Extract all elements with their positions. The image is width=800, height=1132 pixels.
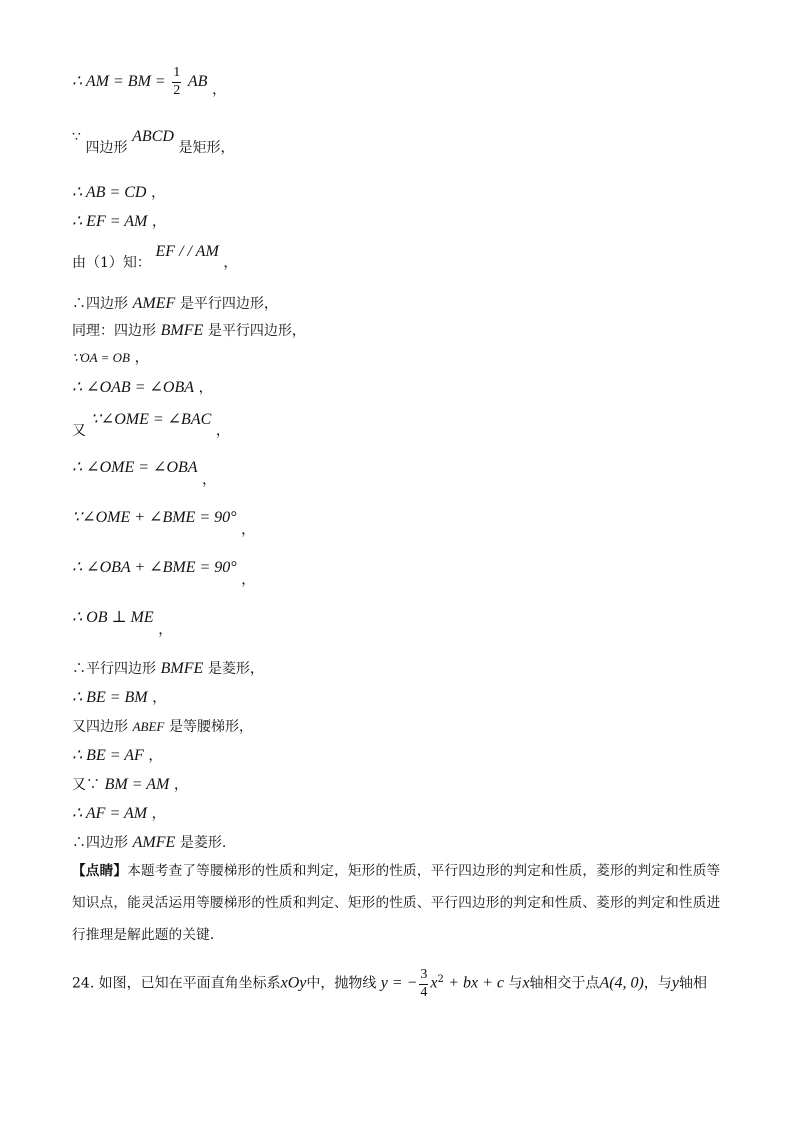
math-expr: BMFE [160,322,204,339]
fraction-numerator: 3 [419,968,428,985]
text: ∴四边形 [72,296,128,312]
math-expr: ABCD [132,128,174,145]
text: 是等腰梯形， [168,719,253,735]
text: 中，抛物线 [306,975,377,992]
proof-line-11 [72,459,217,488]
punctuation: ， [212,82,227,99]
math-expr: + bx + c [448,974,504,992]
math-expr: y [671,974,679,992]
punctuation: ， [158,622,173,638]
math-expr: AMEF [132,295,176,312]
text: 是平行四边形， [179,296,278,312]
math-expr: x [522,974,530,992]
punctuation: ， [241,522,256,538]
proof-line-10 [72,411,230,439]
math-expr: BM = AM [104,776,170,793]
proof-line-9 [72,380,213,396]
math-expr: ∴ BE = AF [72,747,144,764]
punctuation: ， [152,690,167,706]
math-expr: ∴ OB ⊥ ME [72,609,154,626]
text: 同理：四边形 [72,323,156,339]
proof-line-14 [72,609,173,638]
math-expr: ∴ ∠OBA + ∠BME = 90° [72,559,237,576]
exponent: 2 [437,974,444,986]
proof-line-21 [72,835,226,851]
since-symbol: ∵ [72,129,81,145]
proof-line-1 [72,66,226,98]
fraction-denominator: 2 [173,82,181,98]
proof-line-12 [72,509,256,538]
text: ，与 [643,975,672,992]
math-expr: ABEF [132,719,165,734]
text: 如图，已知在平面直角坐标系 [98,975,281,992]
proof-line-7 [72,323,306,339]
math-expr: A(4, 0) [599,974,644,992]
math-expr: ∵OA = OB [72,350,130,365]
fraction-denominator: 4 [420,984,428,1000]
problem-24-line [72,968,707,1000]
math-expr: x [430,974,438,992]
math-expr: ∵∠OME + ∠BME = 90° [72,509,237,526]
punctuation: ， [198,380,213,396]
proof-line-3 [72,185,165,201]
math-expr: AB [187,73,208,91]
punctuation: ， [151,185,166,201]
proof-line-4 [72,214,166,230]
text: ∴四边形 [72,835,128,851]
proof-line-8 [72,351,149,366]
punctuation: ， [134,350,149,366]
text: 又∵ [72,777,100,793]
text: 是平行四边形， [207,323,306,339]
math-expr: EF / / AM [155,243,219,260]
math-expr: y = − [380,974,418,992]
proof-line-17 [72,720,253,735]
proof-line-5 [72,243,238,271]
punctuation: ， [241,572,256,588]
comment-text: 本题考查了等腰梯形的性质和判定，矩形的性质，平行四边形的判定和性质，菱形的判定和性质等知识点，能灵活运用等腰梯形的性质和判定、矩形的性质、平行四边形的判定和性质、菱形的判定和性质进行推理是解此题的关键. [72,863,721,943]
math-expr: ∴ ∠OAB = ∠OBA [72,379,194,396]
punctuation: ， [148,748,163,764]
math-expr: ∴ AM = BM = [72,73,166,91]
punctuation: ， [151,214,166,230]
math-expr: xOy [280,974,307,992]
proof-line-13 [72,559,256,588]
punctuation: ， [215,423,230,439]
punctuation: ， [223,255,238,271]
text: 又四边形 [72,719,128,735]
fraction [172,66,181,98]
math-expr: ∴ AB = CD [72,184,147,201]
text: 与 [508,975,523,992]
problem-number: 24. [72,975,95,992]
punctuation: ， [173,777,188,793]
text: 由（1）知： [72,255,151,271]
text: 轴相 [678,975,707,992]
text: 又 [72,423,86,439]
fraction [419,968,428,1000]
math-expr: BMFE [160,660,204,677]
comment-paragraph [72,855,732,951]
fraction-numerator: 1 [172,66,181,83]
proof-line-6 [72,296,278,312]
proof-line-16 [72,690,166,706]
proof-line-15 [72,661,264,677]
punctuation: ， [151,806,166,822]
text: 是菱形. [179,835,227,851]
proof-line-2 [72,128,235,156]
text: 四边形 [85,140,128,156]
proof-line-18 [72,748,162,764]
punctuation: ， [202,472,217,488]
proof-line-19 [72,777,188,793]
math-expr: AMFE [132,834,176,851]
math-expr: ∴ BE = BM [72,689,148,706]
math-expr: ∴ ∠OME = ∠OBA [72,459,198,476]
comment-label: 【点睛】 [72,863,128,879]
math-expr: ∴ AF = AM [72,805,148,822]
text: 轴相交于点 [529,975,600,992]
proof-line-20 [72,806,166,822]
text: ∴平行四边形 [72,661,156,677]
text: 是矩形， [178,140,235,156]
math-expr: ∵∠OME = ∠BAC [90,411,212,428]
math-expr: ∴ EF = AM [72,213,148,230]
text: 是菱形， [207,661,264,677]
